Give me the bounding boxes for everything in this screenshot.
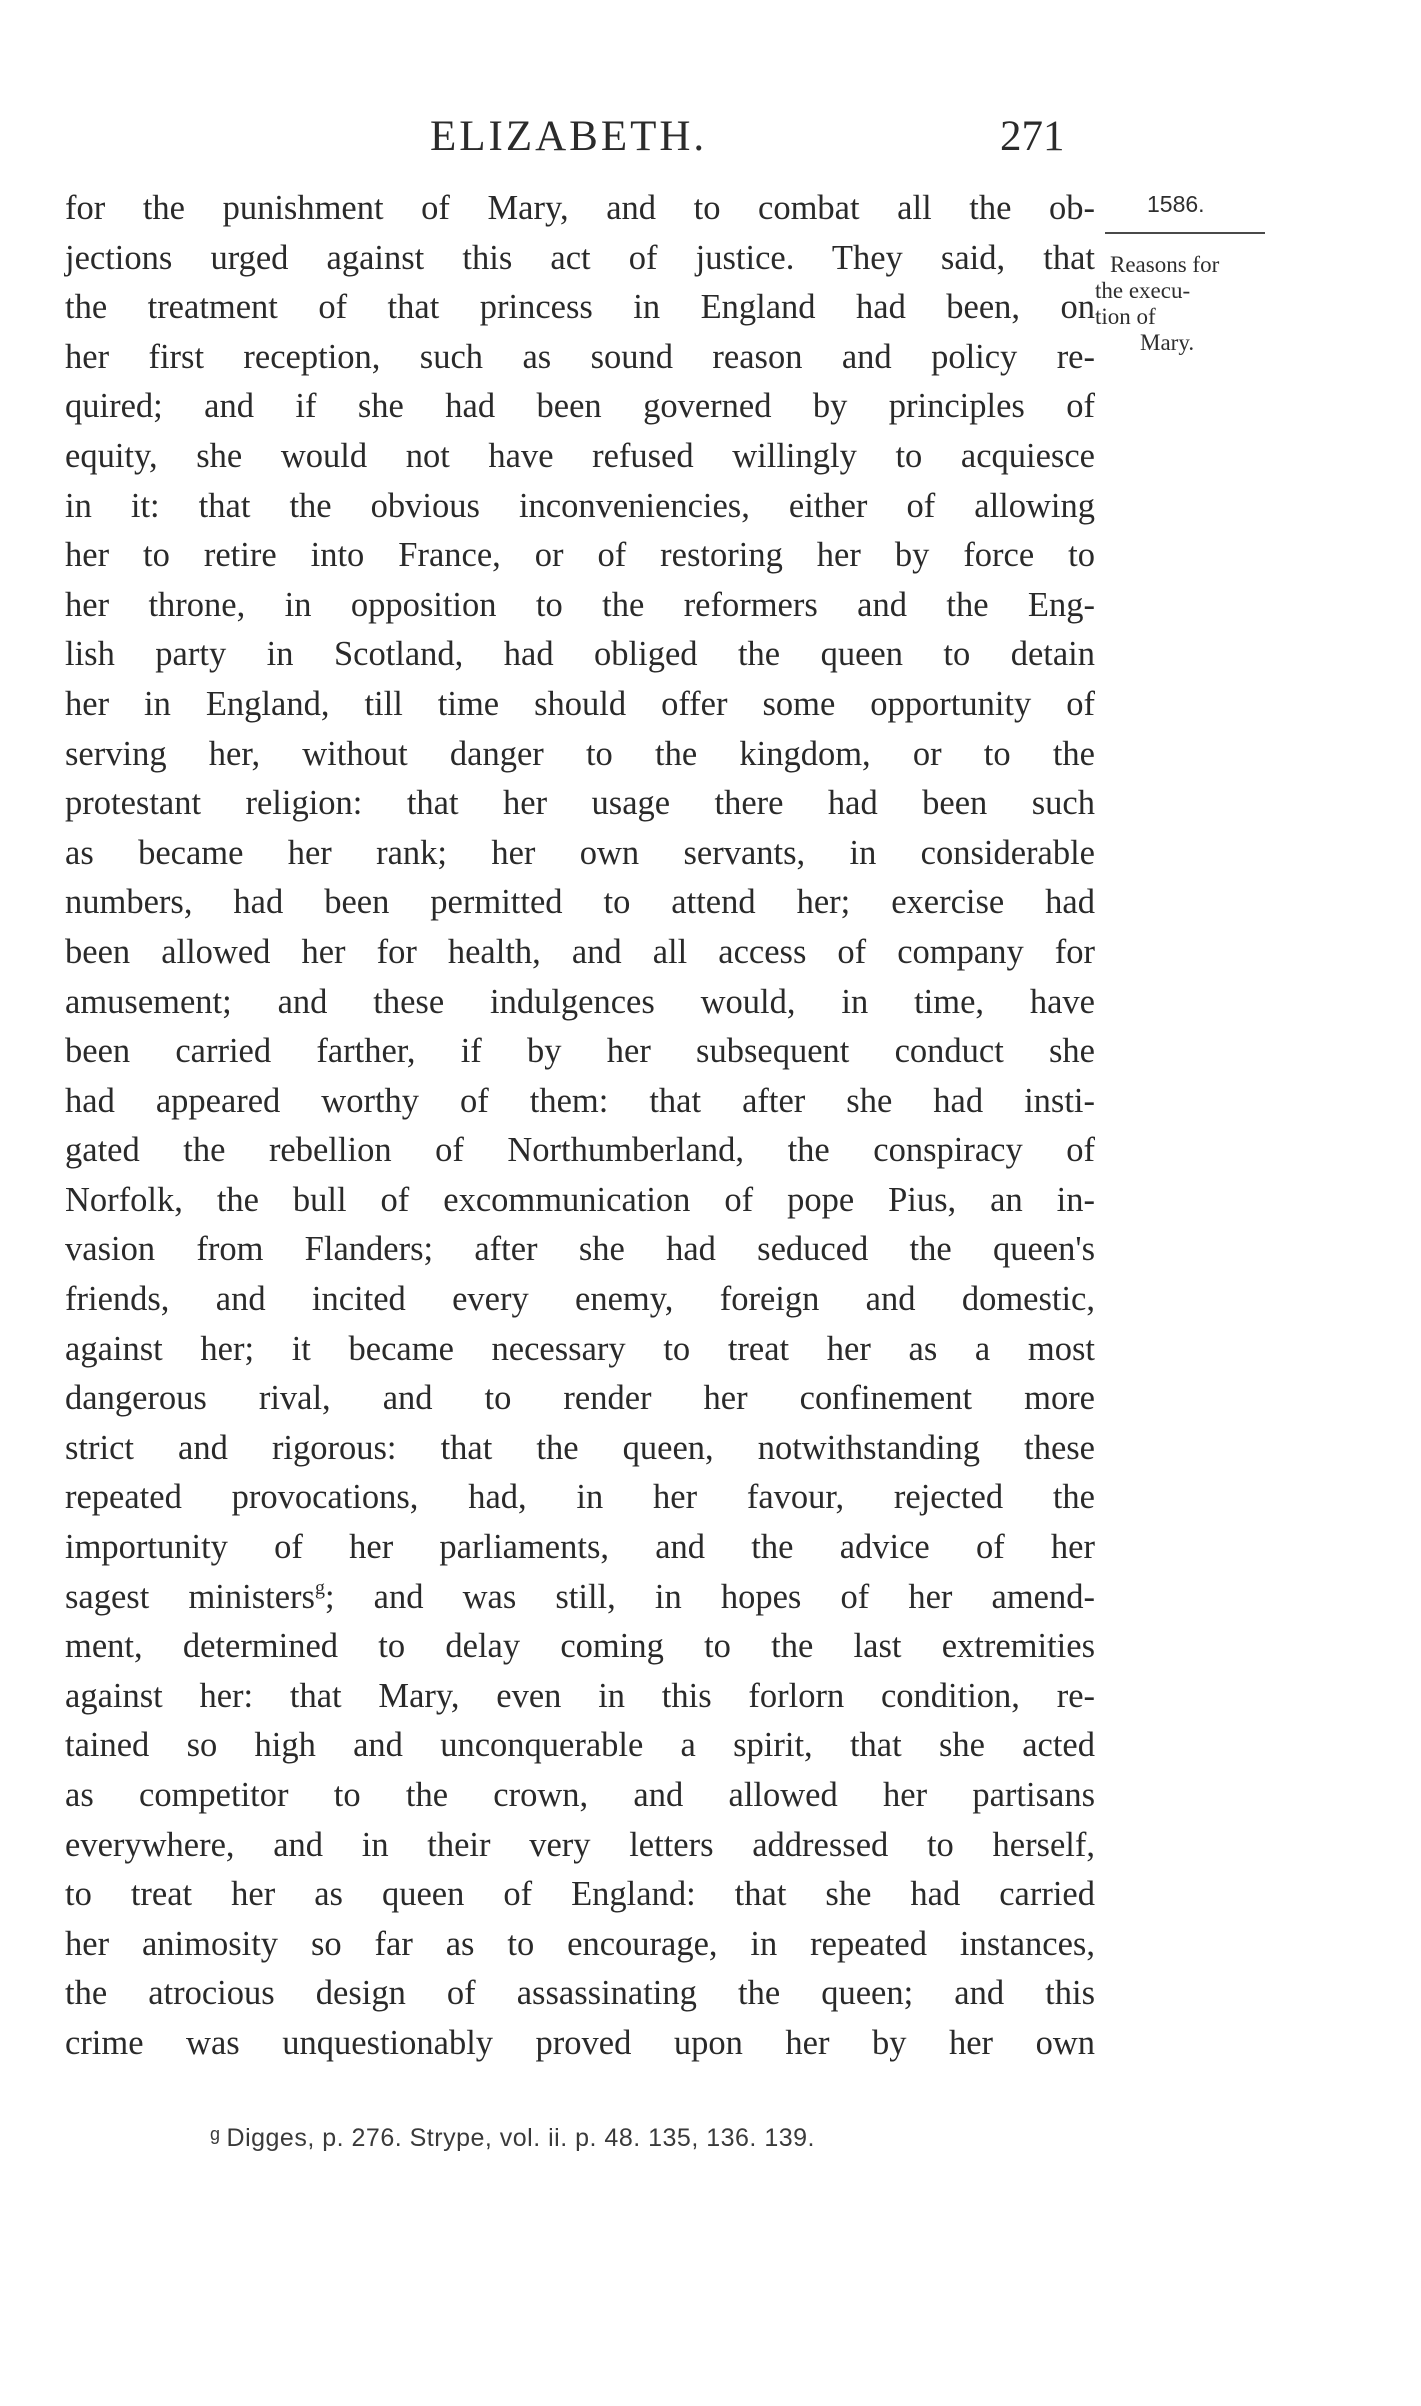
running-head — [0, 112, 1421, 172]
page-number: 271 — [1000, 113, 1065, 160]
text-line: importunity of her parliaments, and the advice of her — [65, 1528, 1095, 1567]
text-line: dangerous rival, and to render her confinement more — [65, 1379, 1095, 1418]
text-line-with-footnote — [65, 1573, 1095, 1623]
text-line: in it: that the obvious inconveniencies, either of allowing — [65, 486, 1095, 525]
text-line: her to retire into France, or of restoring her by force to — [65, 536, 1095, 575]
margin-note-line: Mary. — [1140, 330, 1195, 355]
margin-note — [1085, 190, 1285, 356]
text-line: jections urged against this act of justice. They said, that — [65, 238, 1095, 277]
text-line: quired; and if she had been governed by principles of — [65, 387, 1095, 426]
text-line: numbers, had been permitted to attend her; exercise had — [65, 883, 1095, 922]
text-line: her first reception, such as sound reason and policy re- — [65, 337, 1095, 376]
text-line: repeated provocations, had, in her favour, rejected the — [65, 1478, 1095, 1517]
text-line: been allowed her for health, and all access of company for — [65, 932, 1095, 971]
text-line: tained so high and unconquerable a spirit, that she acted — [65, 1726, 1095, 1765]
footnote-text: Digges, p. 276. Strype, vol. ii. p. 48. 135, 136. 139. — [226, 2124, 815, 2152]
footnote — [210, 2124, 815, 2153]
text-line: for the punishment of Mary, and to combat all the ob- — [65, 189, 1095, 227]
margin-note-text — [1095, 252, 1275, 356]
margin-year: 1586. — [1147, 191, 1205, 217]
text-line: lish party in Scotland, had obliged the queen to detain — [65, 635, 1095, 674]
text-line: ment, determined to delay coming to the last extremities — [65, 1627, 1095, 1666]
text-line: amusement; and these indulgences would, in time, have — [65, 982, 1095, 1021]
text-line: had appeared worthy of them: that after she had insti- — [65, 1081, 1095, 1120]
text-line: vasion from Flanders; after she had seduced the queen's — [65, 1230, 1095, 1269]
text-line: her in England, till time should offer some opportunity of — [65, 684, 1095, 723]
text-line: her throne, in opposition to the reformers and the Eng- — [65, 585, 1095, 624]
text-line: strict and rigorous: that the queen, notwithstanding these — [65, 1428, 1095, 1467]
text-line: protestant religion: that her usage there had been such — [65, 784, 1095, 823]
text-line: friends, and incited every enemy, foreign and domestic, — [65, 1280, 1095, 1319]
footnote-mark: g — [210, 2124, 221, 2144]
text-line: been carried farther, if by her subsequent conduct she — [65, 1032, 1095, 1071]
text-line: equity, she would not have refused willingly to acquiesce — [65, 436, 1095, 475]
margin-rule — [1105, 232, 1265, 234]
text-segment: sagest ministers — [65, 1577, 315, 1616]
margin-note-line: Reasons for — [1110, 252, 1220, 277]
text-line: the atrocious design of assassinating the queen; and this — [65, 1974, 1095, 2013]
text-line: to treat her as queen of England: that she had carried — [65, 1875, 1095, 1914]
text-line: serving her, without danger to the kingdom, or to the — [65, 734, 1095, 773]
text-line: against her: that Mary, even in this forlorn condition, re- — [65, 1676, 1095, 1715]
text-line: against her; it became necessary to treat her as a most — [65, 1329, 1095, 1368]
text-line: Norfolk, the bull of excommunication of pope Pius, an in- — [65, 1180, 1095, 1219]
margin-note-line: tion of — [1095, 304, 1156, 329]
text-line: as became her rank; her own servants, in considerable — [65, 833, 1095, 872]
text-line: gated the rebellion of Northumberland, the conspiracy of — [65, 1131, 1095, 1170]
margin-note-line: the execu- — [1095, 278, 1191, 303]
text-segment: ; and was still, in hopes of her amend- — [324, 1577, 1095, 1616]
text-line: her animosity so far as to encourage, in repeated instances, — [65, 1924, 1095, 1963]
text-line: everywhere, and in their very letters addressed to herself, — [65, 1825, 1095, 1864]
text-line: as competitor to the crown, and allowed her partisans — [65, 1776, 1095, 1814]
body-text — [65, 184, 1095, 2069]
text-line: crime was unquestionably proved upon her by her own — [65, 2023, 1095, 2062]
text-line: the treatment of that princess in England had been, on — [65, 288, 1095, 327]
footnote-reference: g — [314, 1576, 325, 1599]
running-title: ELIZABETH. — [430, 113, 708, 160]
